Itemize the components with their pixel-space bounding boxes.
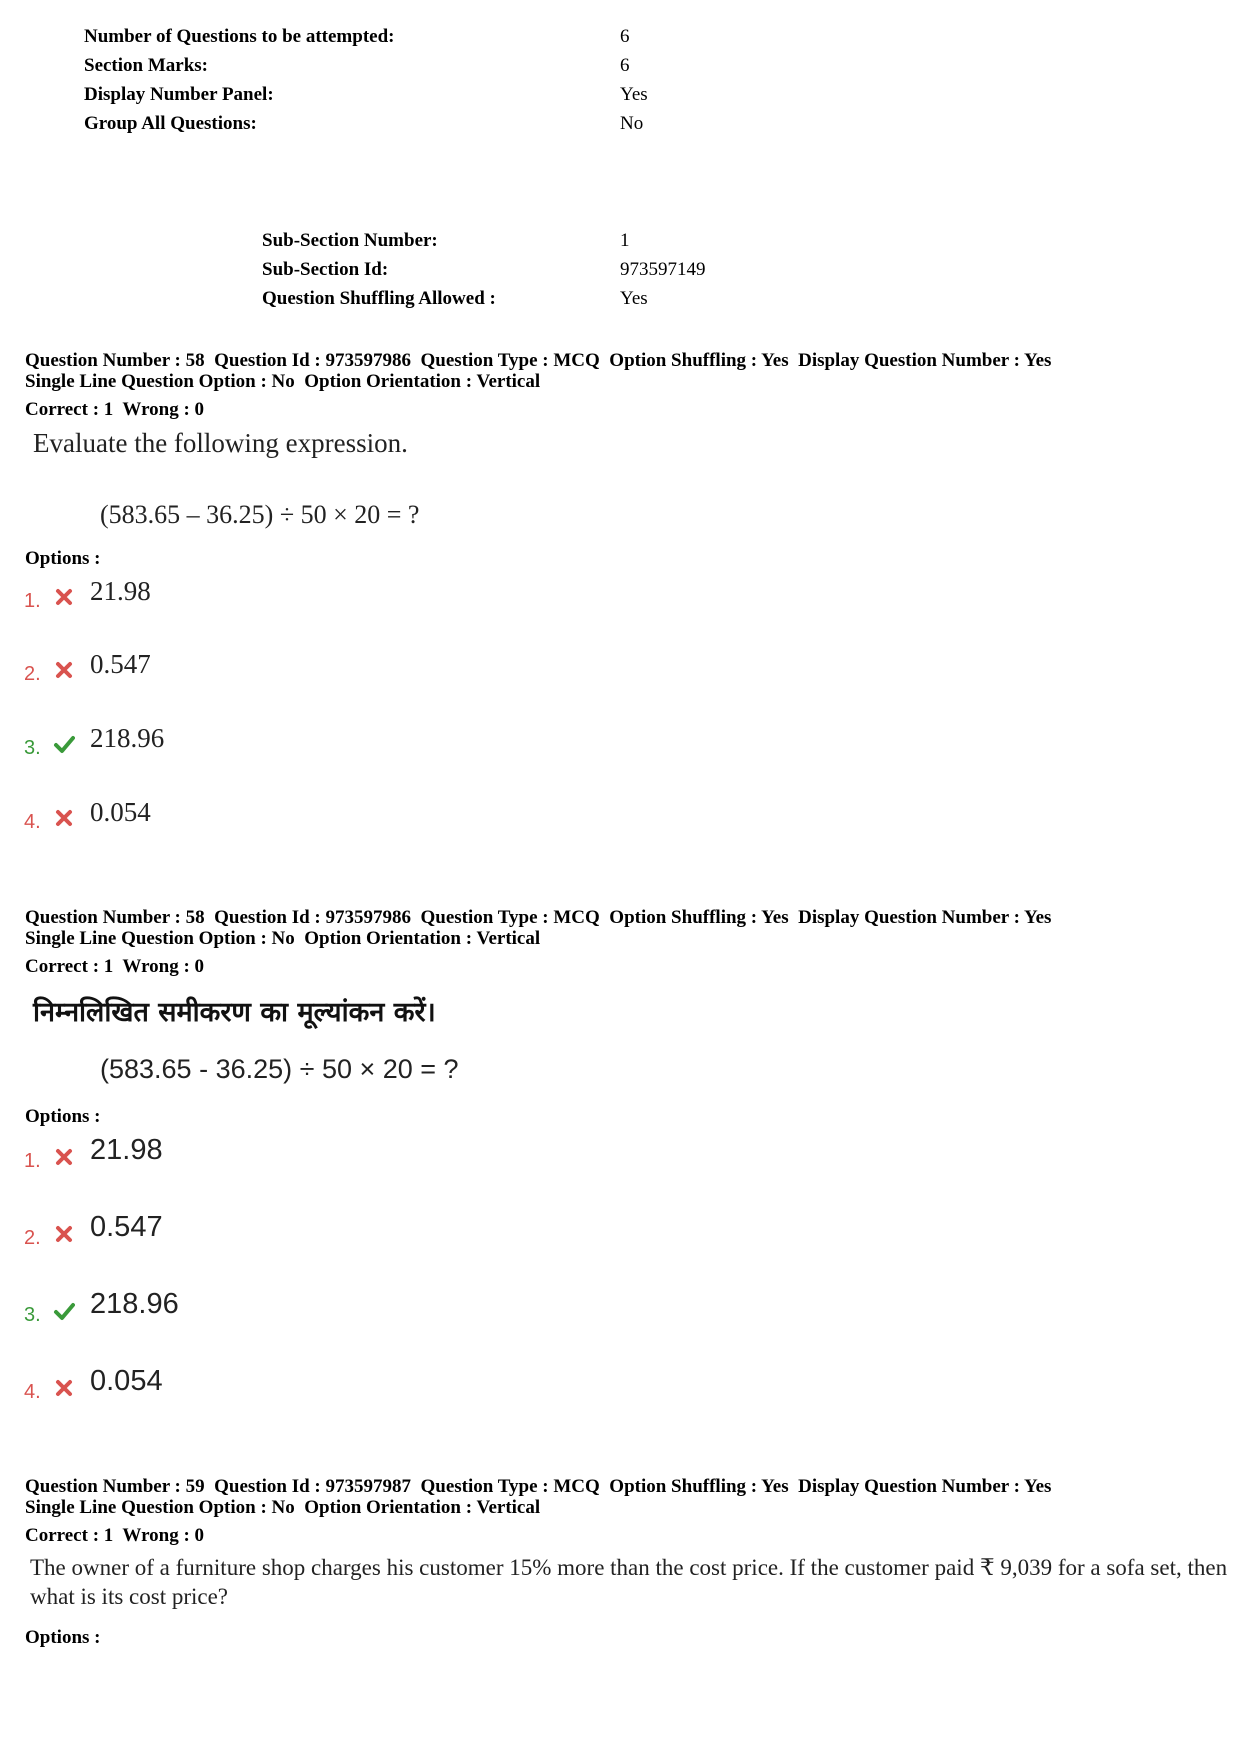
cross-icon bbox=[53, 586, 75, 608]
section-label-group: Group All Questions: bbox=[84, 113, 257, 134]
question-text-hindi: निम्नलिखित समीकरण का मूल्यांकन करें। bbox=[33, 997, 436, 1028]
question-meta-line2: Single Line Question Option : No Option Orientation : Vertical bbox=[25, 928, 541, 949]
question-marks: Correct : 1 Wrong : 0 bbox=[25, 399, 205, 420]
question-meta-line2: Single Line Question Option : No Option Orientation : Vertical bbox=[25, 1497, 541, 1518]
option-number: 4. bbox=[24, 1381, 41, 1403]
option-number: 4. bbox=[24, 811, 41, 833]
option-number: 2. bbox=[24, 663, 41, 685]
option-value: 0.547 bbox=[90, 1211, 163, 1243]
option-value: 218.96 bbox=[90, 723, 165, 753]
question-expression: (583.65 – 36.25) ÷ 50 × 20 = ? bbox=[100, 500, 420, 529]
checkmark-icon bbox=[53, 1300, 75, 1322]
question-meta-line1: Question Number : 59 Question Id : 973597987 Question Type : MCQ Option Shuffling : Yes Display Question Number : Yes bbox=[25, 1476, 1052, 1497]
cross-icon bbox=[53, 807, 75, 829]
option-number: 3. bbox=[24, 1304, 41, 1326]
cross-icon bbox=[53, 659, 75, 681]
question-expression: (583.65 - 36.25) ÷ 50 × 20 = ? bbox=[100, 1054, 459, 1084]
option-value: 0.054 bbox=[90, 1365, 163, 1397]
subsection-value-number: 1 bbox=[620, 230, 630, 251]
option-value: 218.96 bbox=[90, 1288, 179, 1320]
option-value: 21.98 bbox=[90, 1134, 163, 1166]
question-marks: Correct : 1 Wrong : 0 bbox=[25, 956, 205, 977]
subsection-value-id: 973597149 bbox=[620, 259, 706, 280]
section-value-questions: 6 bbox=[620, 26, 630, 47]
options-label: Options : bbox=[25, 548, 101, 569]
section-value-group: No bbox=[620, 113, 644, 134]
option-number: 3. bbox=[24, 737, 41, 759]
question-meta-line2: Single Line Question Option : No Option Orientation : Vertical bbox=[25, 371, 541, 392]
subsection-value-shuffling: Yes bbox=[620, 288, 648, 309]
checkmark-icon bbox=[53, 733, 75, 755]
subsection-label-number: Sub-Section Number: bbox=[262, 230, 438, 251]
option-number: 2. bbox=[24, 1227, 41, 1249]
section-label-marks: Section Marks: bbox=[84, 55, 209, 76]
option-number: 1. bbox=[24, 590, 41, 612]
question-text: The owner of a furniture shop charges his customer 15% more than the cost price. If the customer paid ₹ 9,039 for a sofa set, then what is its cost price? bbox=[30, 1555, 1228, 1609]
options-label: Options : bbox=[25, 1627, 101, 1648]
section-label-number-panel: Display Number Panel: bbox=[84, 84, 274, 105]
option-number: 1. bbox=[24, 1150, 41, 1172]
question-text: Evaluate the following expression. bbox=[33, 428, 408, 458]
option-value: 21.98 bbox=[90, 576, 151, 606]
section-value-marks: 6 bbox=[620, 55, 630, 76]
section-label-questions: Number of Questions to be attempted: bbox=[84, 26, 395, 47]
question-meta-line1: Question Number : 58 Question Id : 973597986 Question Type : MCQ Option Shuffling : Yes Display Question Number : Yes bbox=[25, 350, 1052, 371]
cross-icon bbox=[53, 1146, 75, 1168]
option-value: 0.054 bbox=[90, 797, 151, 827]
question-marks: Correct : 1 Wrong : 0 bbox=[25, 1525, 205, 1546]
section-value-number-panel: Yes bbox=[620, 84, 648, 105]
options-label: Options : bbox=[25, 1106, 101, 1127]
subsection-label-shuffling: Question Shuffling Allowed : bbox=[262, 288, 496, 309]
cross-icon bbox=[53, 1223, 75, 1245]
cross-icon bbox=[53, 1377, 75, 1399]
question-meta-line1: Question Number : 58 Question Id : 973597986 Question Type : MCQ Option Shuffling : Yes Display Question Number : Yes bbox=[25, 907, 1052, 928]
option-value: 0.547 bbox=[90, 649, 151, 679]
subsection-label-id: Sub-Section Id: bbox=[262, 259, 389, 280]
